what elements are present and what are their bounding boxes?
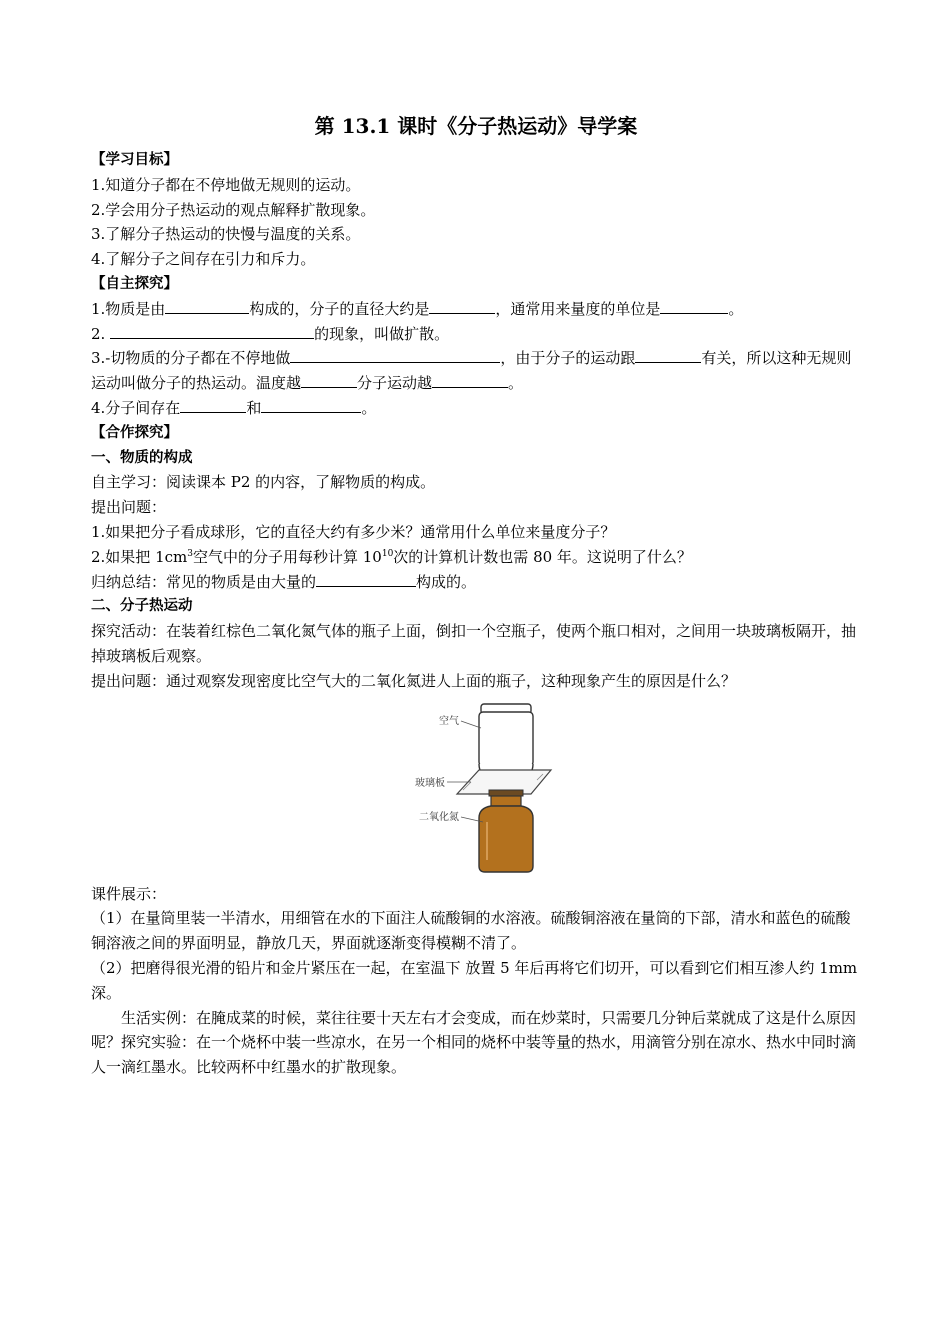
fill-blank bbox=[180, 396, 246, 413]
section1-q1: 1.如果把分子看成球形，它的直径大约有多少米？通常用什么单位来量度分子？ bbox=[91, 522, 616, 541]
self-explore-q1: 1.物质是由 构成的，分子的直径大约是 ，通常用来量度的单位是 。 bbox=[91, 297, 861, 322]
goal-item: 2.学会用分子热运动的观点解释扩散现象。 bbox=[91, 200, 376, 219]
section2-p2: （2）把磨得很光滑的铅片和金片紧压在一起，在室温下 放置 5 年后再将它们切开，可以看到它们相互渗人约 1mm 深。 bbox=[91, 958, 858, 1002]
fill-blank bbox=[432, 371, 508, 388]
fill-blank bbox=[110, 322, 314, 339]
fill-blank bbox=[165, 297, 249, 314]
no2-bottle bbox=[479, 790, 533, 872]
no2-label: 二氧化氮 bbox=[419, 811, 459, 823]
self-explore-q3: 3.-切物质的分子都在不停地做 ，由于分子的运动跟 有关，所以这种无规则运动叫做分子的热运动。温度越 分子运动越 。 bbox=[91, 346, 861, 396]
self-explore-heading: 【自主探究】 bbox=[91, 275, 178, 292]
section2-p1: （1）在量筒里装一半清水，用细管在水的下面注人硫酸铜的水溶液。硫酸铜溶液在量筒的下部，清水和蓝色的硫酸铜溶液之间的界面明显，静放几天，界面就逐渐变得模糊不清了。 bbox=[91, 909, 851, 953]
goal-item: 3.了解分子热运动的快慢与温度的关系。 bbox=[91, 225, 361, 244]
goal-item: 1.知道分子都在不停地做无规则的运动。 bbox=[91, 175, 361, 194]
fill-blank bbox=[261, 396, 361, 413]
coop-heading: 【合作探究】 bbox=[91, 424, 178, 441]
section1-summary: 归纳总结：常见的物质是由大量的 构成的。 bbox=[91, 570, 861, 595]
glass-label: 玻璃板 bbox=[415, 777, 445, 789]
section2-p3: 生活实例：在腌成菜的时候，菜往往要十天左右才会变成，而在炒菜时，只需要几分钟后菜就成了这是什么原因呢？探究实验：在一个烧杯中装一些凉水，在另一个相同的烧杯中装等量的热水，用滴管分别在凉水、热水中同时滴人一滴红墨水。比较两杯中红墨水的扩散现象。 bbox=[91, 1008, 857, 1077]
goal-item: 4.了解分子之间存在引力和斥力。 bbox=[91, 250, 316, 269]
section1-ask: 提出问题： bbox=[91, 498, 167, 517]
diffusion-figure bbox=[91, 694, 861, 882]
section1-heading: 一、物质的构成 bbox=[91, 449, 193, 466]
document-content bbox=[91, 108, 861, 1080]
fill-blank bbox=[429, 297, 495, 314]
section2-activity: 探究活动：在装着红棕色二氧化氮气体的瓶子上面，倒扣一个空瓶子，使两个瓶口相对，之间用一块玻璃板隔开，抽掉玻璃板后观察。 bbox=[91, 622, 857, 665]
section2-ask: 提出问题：通过观察发现密度比空气大的二氧化氮进人上面的瓶子，这种现象产生的原因是什么？ bbox=[91, 671, 737, 690]
air-label: 空气 bbox=[439, 715, 459, 727]
section2-heading: 二、分子热运动 bbox=[91, 598, 193, 615]
section2-show: 课件展示： bbox=[91, 884, 167, 903]
fill-blank bbox=[290, 346, 500, 363]
self-explore-q4: 4.分子间存在 和 。 bbox=[91, 396, 861, 421]
fill-blank bbox=[301, 371, 357, 388]
fill-blank bbox=[660, 297, 728, 314]
fill-blank bbox=[316, 570, 416, 587]
fill-blank bbox=[635, 346, 701, 363]
section1-study: 自主学习：阅读课本 P2 的内容，了解物质的构成。 bbox=[91, 473, 436, 492]
self-explore-q2: 2. 的现象，叫做扩散。 bbox=[91, 322, 861, 347]
section1-q2: 2.如果把 $1cm^3$空气中的分子用每秒计算 $10^{10}$次的计算机计数也需 80 年。这说明了什么？ bbox=[91, 547, 692, 566]
bottle-diagram bbox=[391, 700, 631, 880]
goals-heading: 【学习目标】 bbox=[91, 152, 178, 168]
page-title: 第 13.1 课时《分子热运动》导学案 bbox=[314, 114, 638, 138]
